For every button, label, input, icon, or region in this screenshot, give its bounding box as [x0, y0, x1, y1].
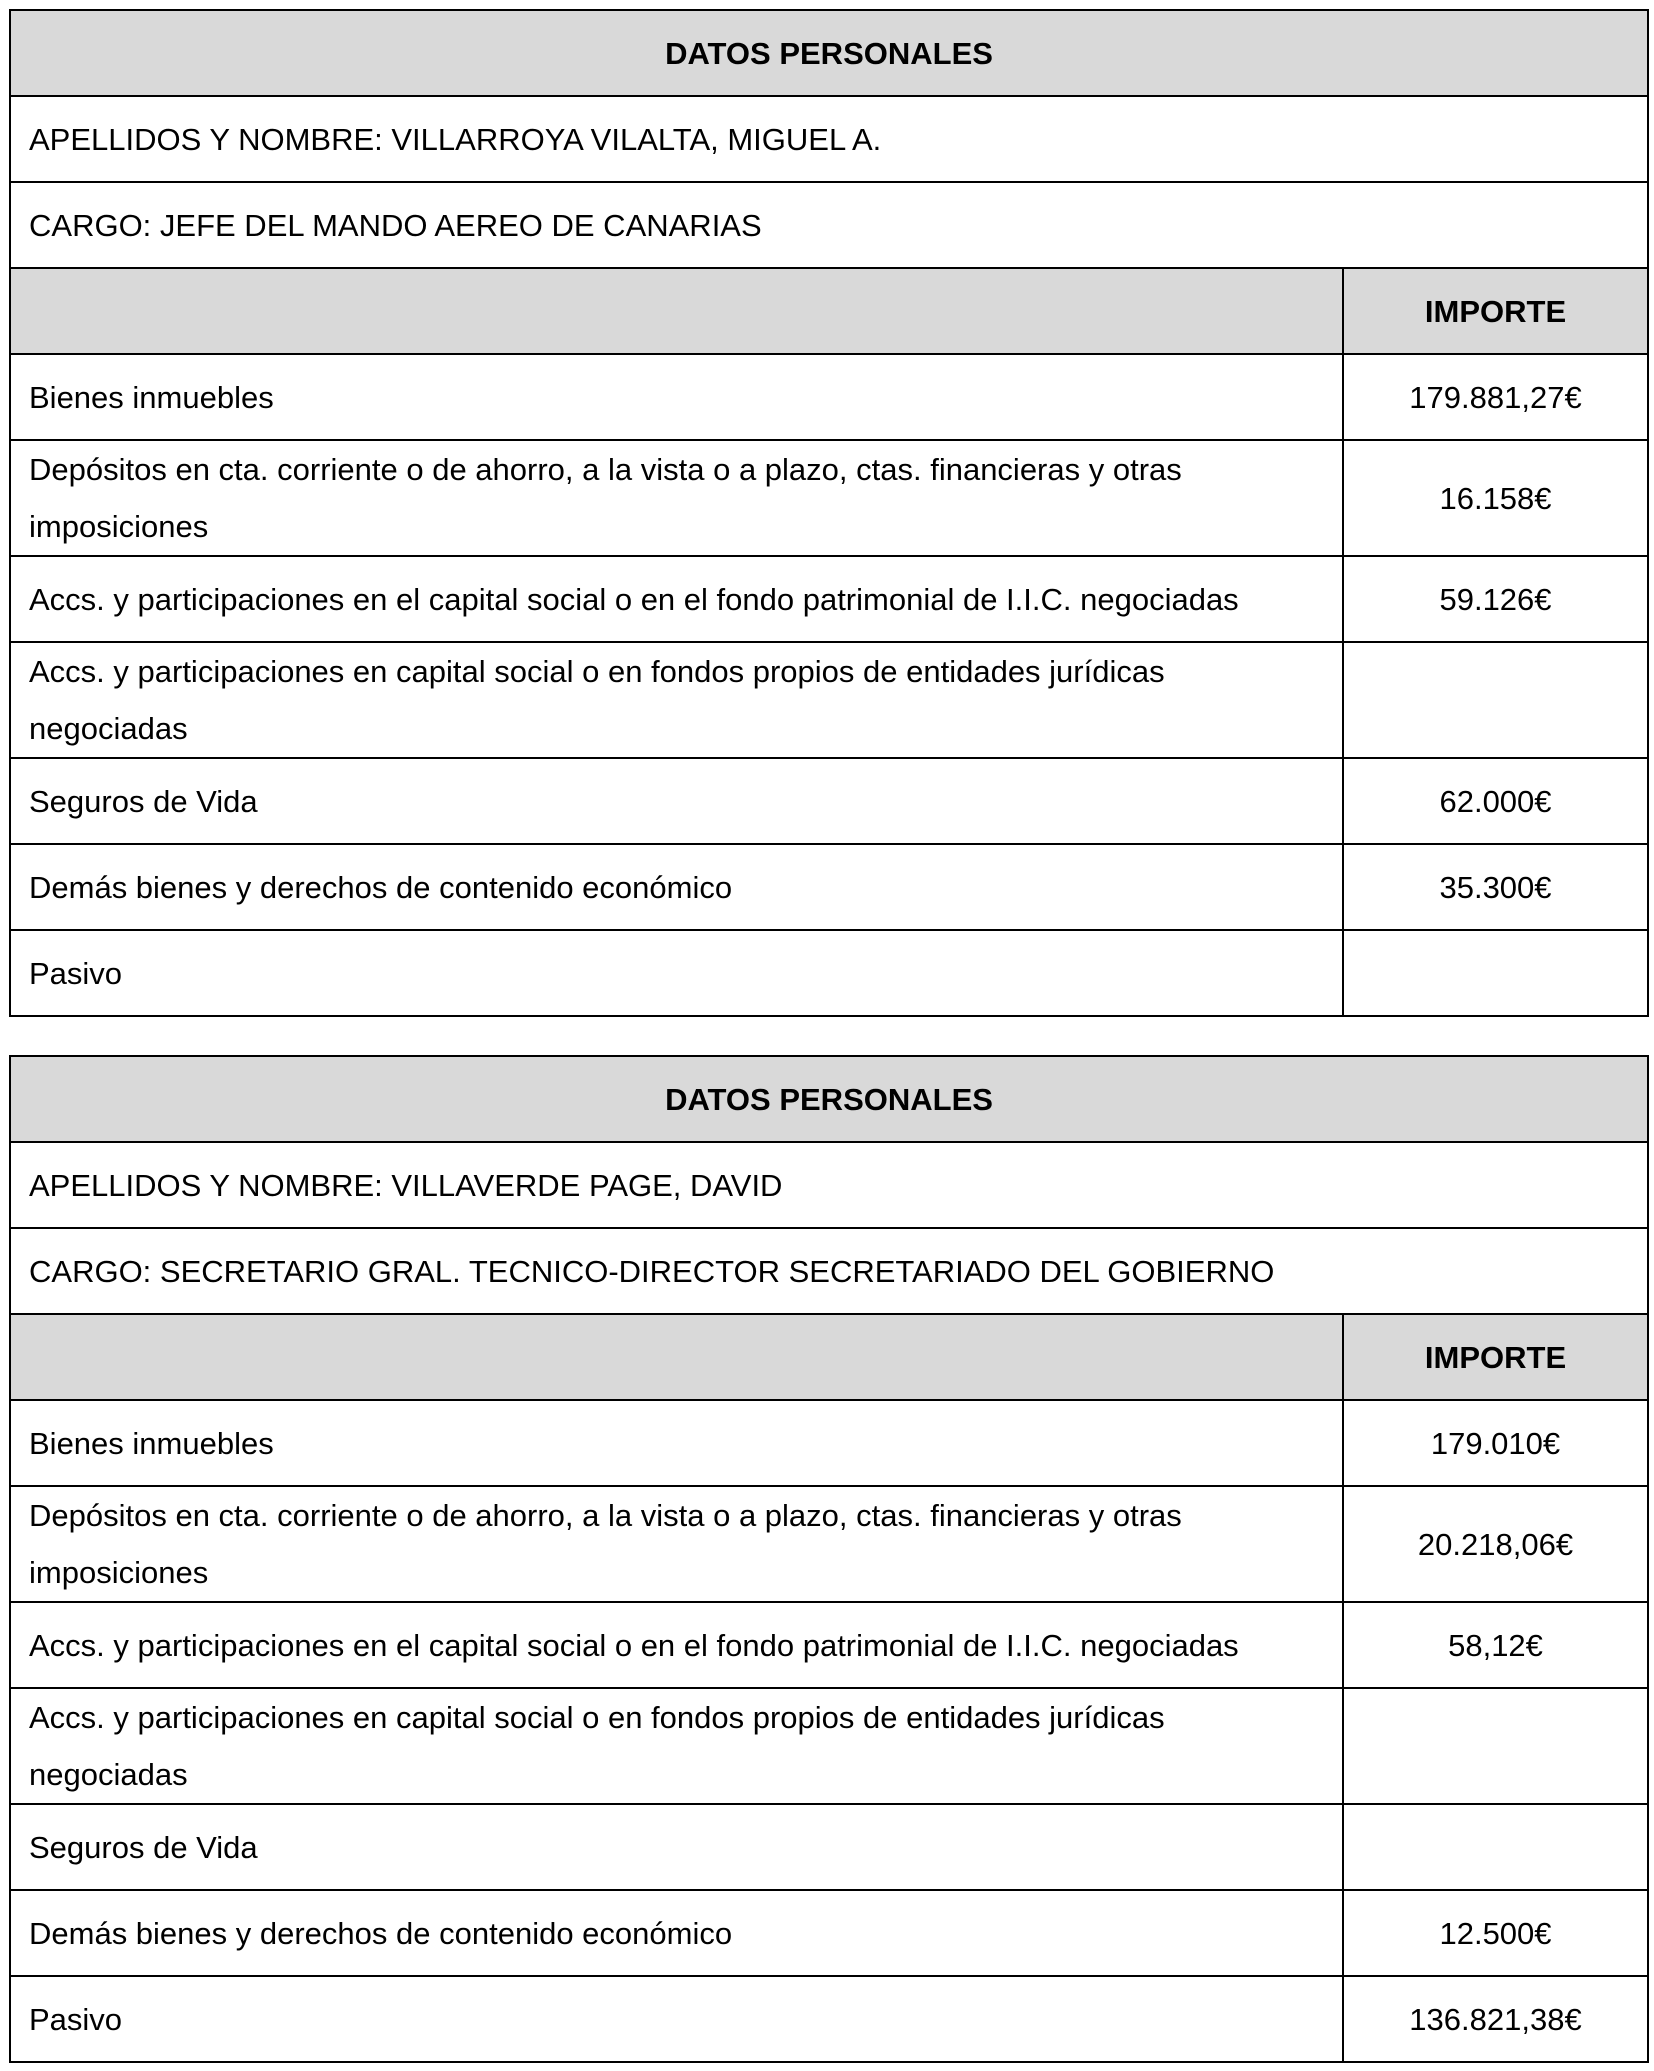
cargo-line: CARGO: SECRETARIO GRAL. TECNICO-DIRECTOR SECRETARIADO DEL GOBIERNO [10, 1228, 1648, 1314]
amount-cell: 136.821,38€ [1343, 1976, 1648, 2062]
concept-header-cell [10, 1314, 1343, 1400]
table-row [10, 354, 1648, 440]
table-row [10, 440, 1648, 556]
concept-cell: Accs. y participaciones en el capital social o en el fondo patrimonial de I.I.C. negociadas [10, 556, 1343, 642]
amount-cell [1343, 1804, 1648, 1890]
amount-header: IMPORTE [1343, 268, 1648, 354]
declaration-table-2 [9, 1055, 1647, 2063]
table-row [10, 556, 1648, 642]
amount-cell [1343, 1688, 1648, 1804]
table-row [10, 1976, 1648, 2062]
table-row [10, 1486, 1648, 1602]
amount-cell: 12.500€ [1343, 1890, 1648, 1976]
section-title: DATOS PERSONALES [10, 1056, 1648, 1142]
table-row [10, 1890, 1648, 1976]
table-row [10, 1804, 1648, 1890]
declaration-table-1 [9, 9, 1647, 1017]
amount-cell: 35.300€ [1343, 844, 1648, 930]
cargo-line: CARGO: JEFE DEL MANDO AEREO DE CANARIAS [10, 182, 1648, 268]
concept-cell: Bienes inmuebles [10, 354, 1343, 440]
concept-cell: Accs. y participaciones en capital social o en fondos propios de entidades jurídicas negociadas [10, 642, 1343, 758]
concept-cell: Demás bienes y derechos de contenido económico [10, 1890, 1343, 1976]
concept-header-cell [10, 268, 1343, 354]
table-row [10, 844, 1648, 930]
table-row [10, 930, 1648, 1016]
amount-cell: 62.000€ [1343, 758, 1648, 844]
section-title: DATOS PERSONALES [10, 10, 1648, 96]
concept-cell: Accs. y participaciones en el capital social o en el fondo patrimonial de I.I.C. negociadas [10, 1602, 1343, 1688]
concept-cell: Depósitos en cta. corriente o de ahorro, a la vista o a plazo, ctas. financieras y otras imposiciones [10, 440, 1343, 556]
table-row [10, 1400, 1648, 1486]
amount-cell: 58,12€ [1343, 1602, 1648, 1688]
amount-cell: 16.158€ [1343, 440, 1648, 556]
name-line: APELLIDOS Y NOMBRE: VILLARROYA VILALTA, MIGUEL A. [10, 96, 1648, 182]
amount-cell: 59.126€ [1343, 556, 1648, 642]
concept-cell: Pasivo [10, 930, 1343, 1016]
concept-cell: Pasivo [10, 1976, 1343, 2062]
concept-cell: Accs. y participaciones en capital social o en fondos propios de entidades jurídicas negociadas [10, 1688, 1343, 1804]
concept-cell: Depósitos en cta. corriente o de ahorro, a la vista o a plazo, ctas. financieras y otras imposiciones [10, 1486, 1343, 1602]
amount-cell [1343, 642, 1648, 758]
amount-header: IMPORTE [1343, 1314, 1648, 1400]
concept-cell: Demás bienes y derechos de contenido económico [10, 844, 1343, 930]
amount-cell [1343, 930, 1648, 1016]
table-row [10, 642, 1648, 758]
table-row [10, 758, 1648, 844]
concept-cell: Bienes inmuebles [10, 1400, 1343, 1486]
amount-cell: 179.010€ [1343, 1400, 1648, 1486]
concept-cell: Seguros de Vida [10, 758, 1343, 844]
table-row [10, 1688, 1648, 1804]
concept-cell: Seguros de Vida [10, 1804, 1343, 1890]
amount-cell: 179.881,27€ [1343, 354, 1648, 440]
amount-cell: 20.218,06€ [1343, 1486, 1648, 1602]
name-line: APELLIDOS Y NOMBRE: VILLAVERDE PAGE, DAVID [10, 1142, 1648, 1228]
table-row [10, 1602, 1648, 1688]
